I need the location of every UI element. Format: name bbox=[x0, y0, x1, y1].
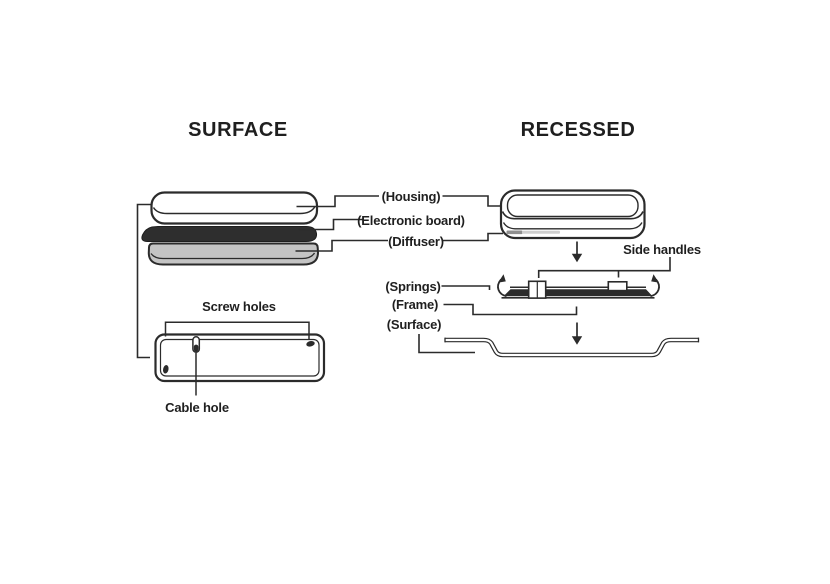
down-arrow-2-icon bbox=[572, 323, 582, 345]
surface-part-connector bbox=[419, 334, 475, 353]
side-handle-right-shape bbox=[608, 282, 627, 291]
down-arrow-1-icon bbox=[572, 242, 582, 263]
frame-label: (Frame) bbox=[391, 297, 439, 312]
surface-part-label: (Surface) bbox=[386, 317, 442, 332]
electronic-board-shape bbox=[142, 227, 317, 242]
recessed-housing-shape bbox=[501, 191, 645, 239]
electronic-board-label: (Electronic board) bbox=[357, 212, 465, 228]
surface-housing-shape bbox=[152, 193, 318, 224]
side-handles-bracket bbox=[539, 257, 670, 278]
ceiling-cutout-profile bbox=[445, 338, 699, 355]
screw-holes-label: Screw holes bbox=[202, 298, 276, 314]
springs-connector bbox=[442, 286, 490, 290]
frame-connector bbox=[444, 305, 577, 315]
cable-hole-label: Cable hole bbox=[165, 400, 229, 415]
spring-left-shape bbox=[498, 274, 507, 296]
side-handles-label: Side handles bbox=[623, 241, 701, 257]
mounting-plate-shape bbox=[156, 335, 325, 382]
diffuser-connector-right bbox=[443, 234, 503, 241]
side-handle-left-shape bbox=[529, 281, 546, 298]
diffuser-shape bbox=[149, 244, 318, 265]
surface-heading: SURFACE bbox=[188, 119, 288, 141]
diffuser-label: (Diffuser) bbox=[388, 233, 444, 249]
frame-shape bbox=[502, 287, 655, 298]
housing-label: (Housing) bbox=[381, 189, 441, 204]
recessed-heading: RECESSED bbox=[520, 119, 636, 141]
springs-label: (Springs) bbox=[385, 278, 441, 294]
spring-right-shape bbox=[651, 274, 660, 296]
surface-left-bracket bbox=[138, 205, 152, 358]
cable-hole-slot bbox=[193, 337, 199, 352]
